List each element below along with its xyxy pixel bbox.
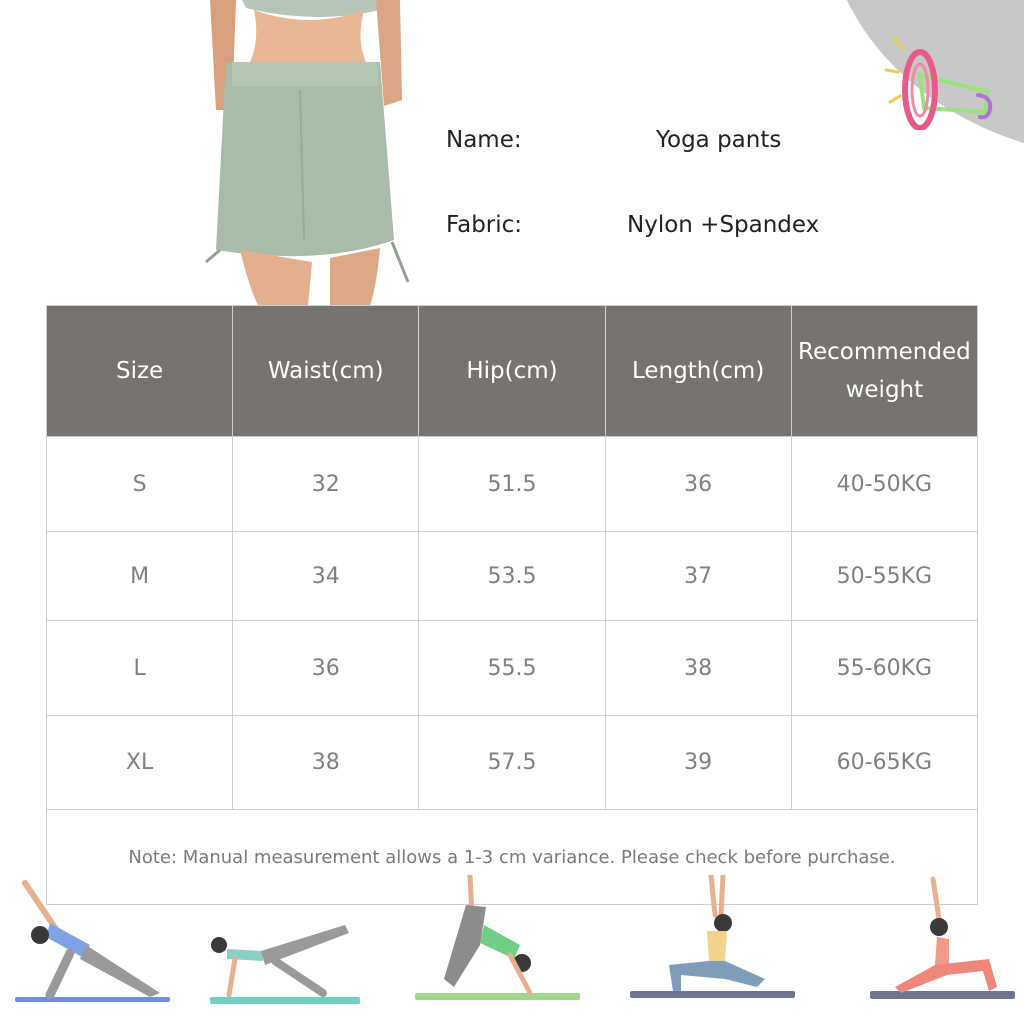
table-row xyxy=(47,532,978,621)
length-cell: 36 xyxy=(605,437,791,532)
length-cell: 37 xyxy=(605,532,791,621)
weight-cell: 60-65KG xyxy=(791,716,977,810)
yoga-pose-illustration-2 xyxy=(205,875,360,1015)
waist-cell: 32 xyxy=(233,437,419,532)
waist-cell: 38 xyxy=(233,716,419,810)
size-cell: XL xyxy=(47,716,233,810)
megaphone-icon xyxy=(880,30,1010,130)
size-chart-table xyxy=(46,305,978,905)
size-cell: M xyxy=(47,532,233,621)
weight-cell: 50-55KG xyxy=(791,532,977,621)
length-cell: 38 xyxy=(605,621,791,716)
yoga-pose-illustration-1 xyxy=(10,875,175,1015)
table-row xyxy=(47,716,978,810)
header-size: Size xyxy=(47,306,233,437)
yoga-pose-illustration-3 xyxy=(410,875,585,1015)
name-label: Name: xyxy=(446,127,522,153)
fabric-value: Nylon +Spandex xyxy=(627,212,820,238)
measurement-note: Note: Manual measurement allows a 1-3 cm variance. Please check before purchase. xyxy=(47,810,978,905)
hip-cell: 53.5 xyxy=(419,532,605,621)
table-row xyxy=(47,621,978,716)
waist-cell: 34 xyxy=(233,532,419,621)
header-length: Length(cm) xyxy=(605,306,791,437)
table-row xyxy=(47,437,978,532)
header-waist: Waist(cm) xyxy=(233,306,419,437)
waist-cell: 36 xyxy=(233,621,419,716)
weight-cell: 40-50KG xyxy=(791,437,977,532)
hip-cell: 55.5 xyxy=(419,621,605,716)
weight-cell: 55-60KG xyxy=(791,621,977,716)
size-cell: S xyxy=(47,437,233,532)
fabric-label: Fabric: xyxy=(446,212,523,238)
product-photo xyxy=(180,0,430,305)
size-cell: L xyxy=(47,621,233,716)
hip-cell: 57.5 xyxy=(419,716,605,810)
header-hip: Hip(cm) xyxy=(419,306,605,437)
hip-cell: 51.5 xyxy=(419,437,605,532)
name-value: Yoga pants xyxy=(656,127,782,153)
header-weight: Recommended weight xyxy=(791,306,977,437)
length-cell: 39 xyxy=(605,716,791,810)
yoga-pose-illustration-4 xyxy=(625,875,800,1015)
table-header-row xyxy=(47,306,978,437)
yoga-pose-illustration-5 xyxy=(865,875,1020,1015)
